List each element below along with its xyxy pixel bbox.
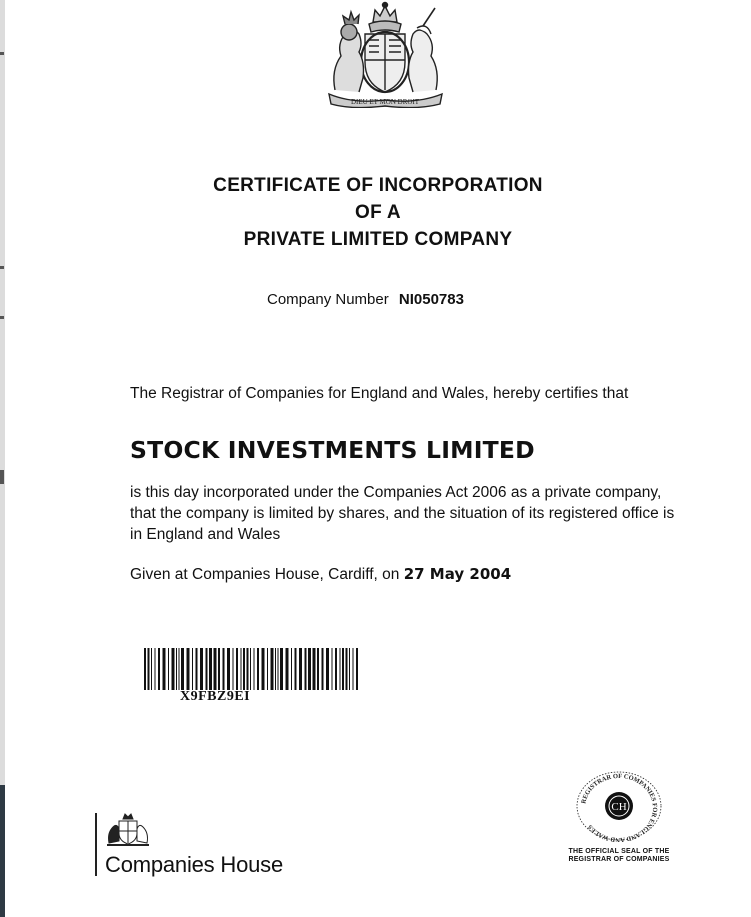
- barcode-bar: [181, 648, 184, 690]
- barcode-bar: [305, 648, 307, 690]
- barcode-text: X9FBZ9EI: [180, 689, 251, 704]
- barcode-bar: [286, 648, 289, 690]
- company-number-label: Company Number: [267, 291, 389, 308]
- barcode-bar: [172, 648, 175, 690]
- company-name: STOCK INVESTMENTS LIMITED: [130, 436, 535, 464]
- barcode-bar: [214, 648, 217, 690]
- barcode: [142, 648, 362, 690]
- incorporation-statement: is this day incorporated under the Companies Act 2006 as a private company, that the company is limited by shares, and the situation of its registered office is in England and Wales: [130, 484, 675, 543]
- company-number-row: [267, 291, 464, 308]
- barcode-bar: [356, 648, 358, 690]
- given-at-text: Given at Companies House, Cardiff, on: [130, 566, 400, 583]
- seal-monogram: CH: [611, 801, 627, 813]
- seal-caption-line: THE OFFICIAL SEAL OF THE: [568, 848, 670, 855]
- barcode-bar: [179, 648, 180, 690]
- barcode-bar: [196, 648, 198, 690]
- barcode-bar: [176, 648, 177, 690]
- barcode-bar: [332, 648, 333, 690]
- barcode-bar: [275, 648, 276, 690]
- barcode-bar: [326, 648, 329, 690]
- company-number-value: NI050783: [398, 291, 464, 308]
- barcode-bar: [236, 648, 238, 690]
- companies-house-logo-rule: [95, 813, 97, 876]
- edge-mark: [0, 470, 4, 484]
- barcode-bar: [227, 648, 230, 690]
- edge-mark: [0, 52, 4, 55]
- barcode-bar: [257, 648, 259, 690]
- barcode-bar: [250, 648, 251, 690]
- certificate-title-line: OF A: [355, 202, 401, 223]
- barcode-bar: [340, 648, 341, 690]
- barcode-bar: [313, 648, 316, 690]
- seal-caption: [535, 848, 703, 864]
- registrar-seal-icon: [571, 768, 667, 842]
- barcode-bar: [291, 648, 292, 690]
- royal-coat-of-arms-icon: [323, 0, 448, 108]
- registrar-statement: The Registrar of Companies for England and Wales, hereby certifies that: [130, 385, 629, 402]
- incorporation-date: 27 May 2004: [403, 565, 512, 583]
- barcode-bar: [254, 648, 255, 690]
- barcode-bar: [299, 648, 302, 690]
- barcode-bar: [349, 648, 350, 690]
- certificate-title-line: PRIVATE LIMITED COMPANY: [243, 229, 513, 250]
- svg-text:DIEU ET MON DROIT: DIEU ET MON DROIT: [350, 98, 420, 106]
- barcode-bar: [262, 648, 265, 690]
- barcode-bar: [158, 648, 160, 690]
- seal-caption-line: REGISTRAR OF COMPANIES: [568, 856, 670, 863]
- barcode-bar: [148, 648, 150, 690]
- barcode-bar: [223, 648, 225, 690]
- barcode-bar: [187, 648, 190, 690]
- barcode-bar: [151, 648, 152, 690]
- certificate-page: [5, 0, 751, 917]
- barcode-bar: [278, 648, 279, 690]
- barcode-bar: [241, 648, 242, 690]
- barcode-bar: [280, 648, 283, 690]
- barcode-bar: [308, 648, 311, 690]
- companies-house-crest-icon: [105, 813, 151, 847]
- edge-mark: [0, 266, 4, 269]
- barcode-bar: [295, 648, 297, 690]
- barcode-bar: [206, 648, 208, 690]
- barcode-bar: [200, 648, 203, 690]
- barcode-bar: [218, 648, 220, 690]
- barcode-bar: [247, 648, 249, 690]
- barcode-bar: [155, 648, 156, 690]
- given-at-line: [130, 564, 675, 585]
- barcode-bar: [346, 648, 348, 690]
- barcode-bar: [267, 648, 268, 690]
- seal-ring-text: REGISTRAR OF COMPANIES FOR ENGLAND AND WALES: [580, 772, 659, 842]
- barcode-bar: [168, 648, 169, 690]
- barcode-bar: [233, 648, 234, 690]
- barcode-bar: [192, 648, 193, 690]
- barcode-bar: [271, 648, 274, 690]
- barcode-bar: [322, 648, 324, 690]
- barcode-bar: [342, 648, 344, 690]
- barcode-bar: [209, 648, 212, 690]
- barcode-bar: [335, 648, 337, 690]
- barcode-bar: [144, 648, 146, 690]
- companies-house-logo-text: Companies House: [105, 852, 283, 877]
- certificate-title-line: CERTIFICATE OF INCORPORATION: [213, 175, 543, 196]
- barcode-bar: [243, 648, 245, 690]
- edge-mark: [0, 316, 4, 319]
- barcode-bar: [353, 648, 354, 690]
- barcode-bar: [163, 648, 166, 690]
- barcode-bar: [317, 648, 319, 690]
